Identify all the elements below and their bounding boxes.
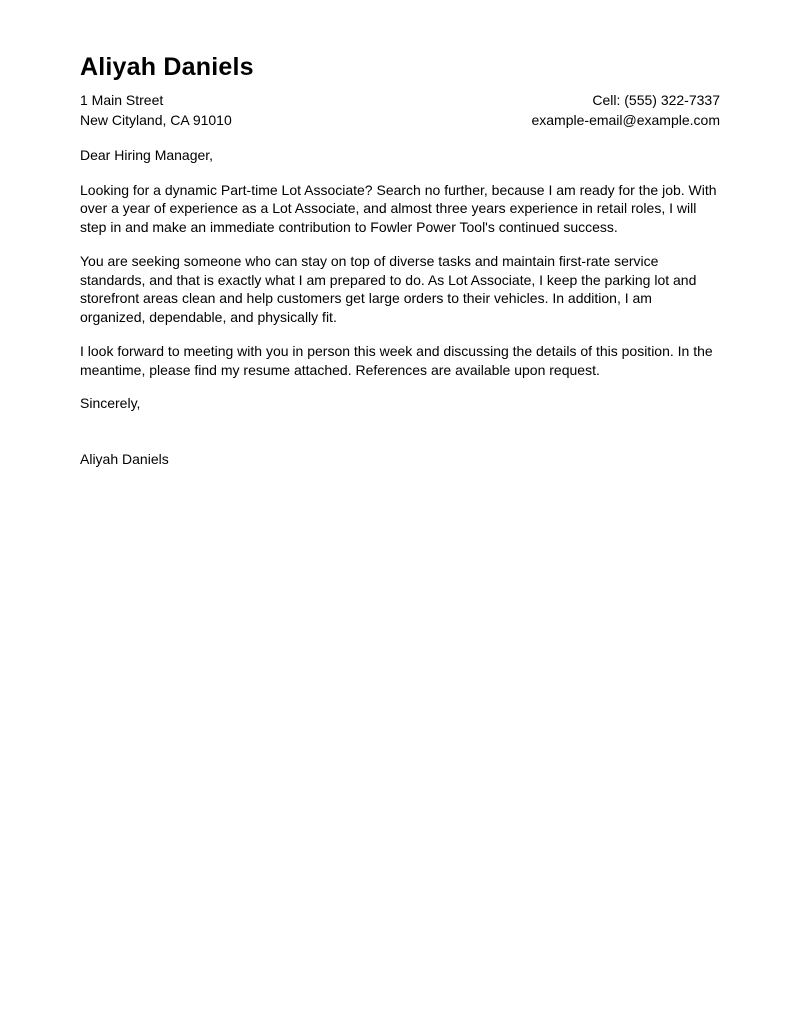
email-address: example-email@example.com	[531, 111, 720, 128]
applicant-name-heading: Aliyah Daniels	[80, 53, 254, 81]
signature-name: Aliyah Daniels	[80, 450, 169, 467]
phone-number: Cell: (555) 322-7337	[592, 92, 720, 108]
contact-header	[80, 91, 720, 130]
address-block	[80, 91, 232, 130]
address-line-2: New Cityland, CA 91010	[80, 111, 232, 128]
salutation: Dear Hiring Manager,	[80, 147, 214, 163]
contact-block	[531, 91, 720, 130]
body-paragraph-2: You are seeking someone who can stay on top of diverse tasks and maintain first-rate service standards, and that is exactly what I am prepared to do. As Lot Associate, I keep the parking lot and storefront areas clean and help customers get large orders to their vehicles. In addition, I am organized, dependable, and physically fit.	[80, 253, 697, 325]
closing: Sincerely,	[80, 395, 141, 411]
body-paragraph-1: Looking for a dynamic Part-time Lot Associate? Search no further, because I am ready for the job. With over a year of experience as a Lot Associate, and almost three years experience in retail roles, I will step in and make an immediate contribution to Fowler Power Tool's continued success.	[80, 181, 717, 235]
address-line-1: 1 Main Street	[80, 92, 164, 108]
body-paragraph-3: I look forward to meeting with you in person this week and discussing the details of this position. In the meantime, please find my resume attached. References are available upon request.	[80, 343, 713, 378]
